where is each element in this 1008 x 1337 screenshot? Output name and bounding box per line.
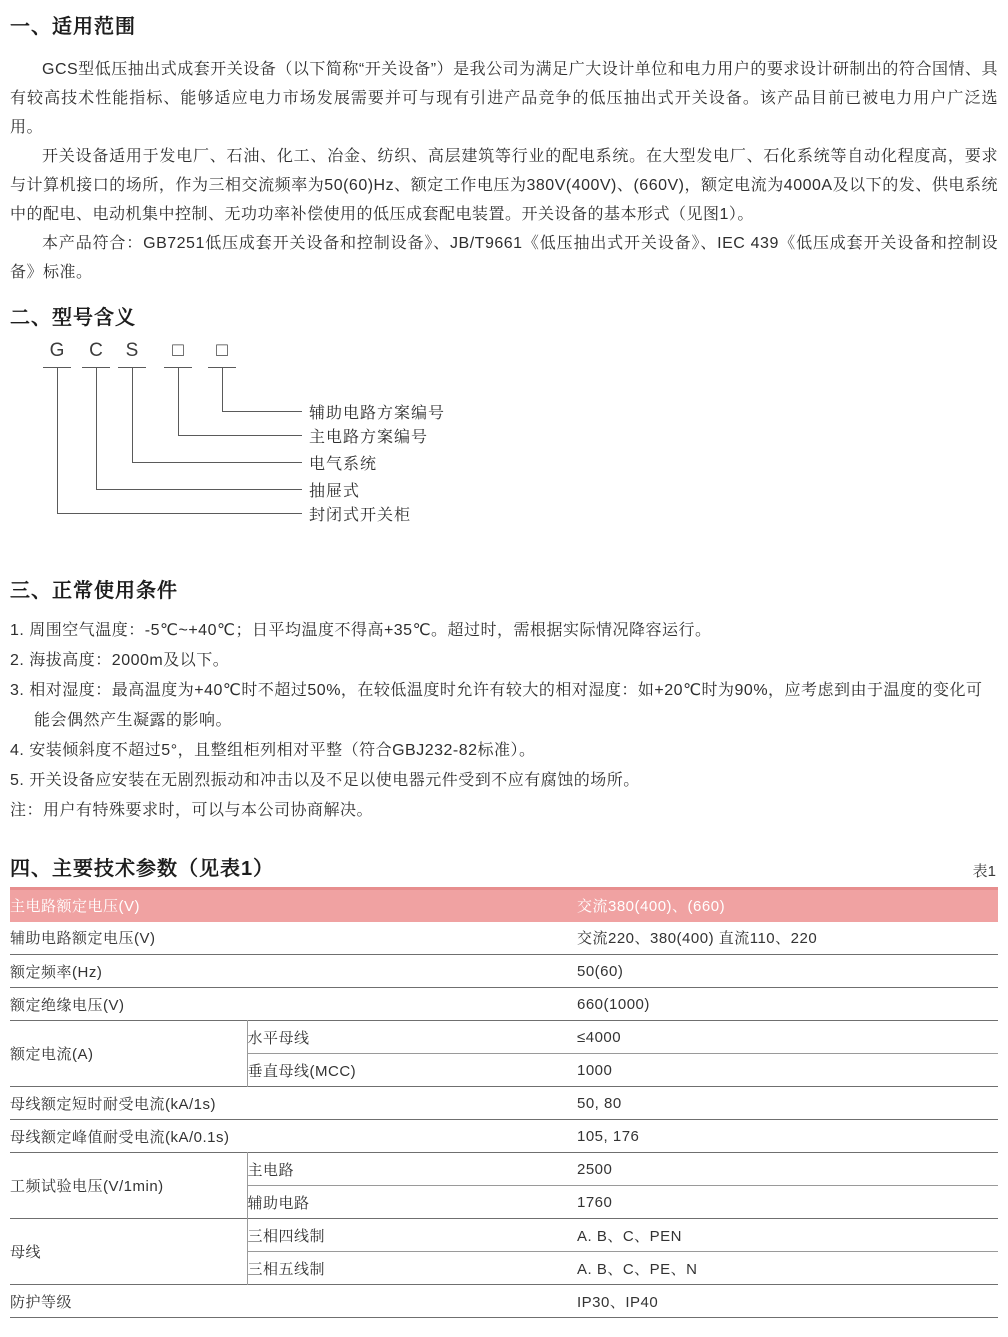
row-value: A. B、C、PE、N [577, 1252, 998, 1285]
table-row-test-voltage-main [10, 1153, 998, 1186]
connector-line [96, 489, 302, 490]
row-sub-label: 三相五线制 [247, 1252, 577, 1285]
section1-heading: 一、适用范围 [10, 16, 136, 38]
row-label: 母线额定峰值耐受电流(kA/0.1s) [10, 1120, 577, 1153]
condition-note: 注：用户有特殊要求时，可以与本公司协商解决。 [10, 802, 374, 819]
section4-heading: 四、主要技术参数（见表1） [10, 858, 275, 880]
model-label-electric-system: 电气系统 [309, 456, 378, 473]
model-label-enclosed-cabinet: 封闭式开关柜 [309, 507, 412, 524]
row-value: 1760 [577, 1186, 998, 1219]
table-row-short-time-current [10, 1087, 998, 1120]
connector-line [57, 367, 58, 513]
row-label: 主电路额定电压(V) [10, 889, 577, 922]
row-value: 2500 [577, 1153, 998, 1186]
row-label: 辅助电路额定电压(V) [10, 930, 156, 948]
row-label: 额定绝缘电压(V) [10, 988, 577, 1021]
row-value: IP30、IP40 [577, 1285, 998, 1318]
model-symbol-box2: □ [216, 340, 228, 361]
table-row-main-voltage [10, 889, 998, 922]
table-row-frequency [10, 955, 998, 988]
model-symbol-s: S [125, 340, 139, 361]
row-sub-label: 辅助电路 [247, 1186, 577, 1219]
row-sub-label: 水平母线 [247, 1021, 577, 1054]
model-symbol-c: C [89, 340, 103, 361]
model-symbol-g: G [49, 340, 65, 361]
table-row-protection-degree [10, 1285, 998, 1318]
row-label: 额定频率(Hz) [10, 955, 577, 988]
row-sub-label: 主电路 [247, 1153, 577, 1186]
condition-item-4: 4. 安装倾斜度不超过5°，且整组柜列相对平整（符合GBJ232-82标准）。 [10, 742, 536, 759]
condition-item-5: 5. 开关设备应安装在无剧烈振动和冲击以及不足以使电器元件受到不应有腐蚀的场所。 [10, 772, 640, 789]
section1-paragraph-3: 本产品符合：GB7251低压成套开关设备和控制设备》、JB/T9661《低压抽出式开关设备》、IEC 439《低压成套开关设备和控制设备》标准。 [10, 235, 998, 281]
section4-header-row [10, 852, 998, 881]
row-value: 660(1000) [577, 988, 998, 1021]
table-caption: 表1 [972, 863, 996, 880]
section1-paragraph-2: 开关设备适用于发电厂、石油、化工、冶金、纺织、高层建筑等行业的配电系统。在大型发电厂、石化系统等自动化程度高，要求与计算机接口的场所，作为三相交流频率为50(60)Hz、额定工作电压为380V(400V)、(660V)，额定电流为4000A及以下的发、供电系统中的配电、电动机集中控制、无功功率补偿使用的低压成套配电装置。开关设备的基本形式（见图1）。 [10, 148, 998, 223]
condition-item-2: 2. 海拔高度：2000m及以下。 [10, 652, 230, 669]
section3-heading: 三、正常使用条件 [10, 580, 178, 602]
model-code-diagram [10, 340, 998, 534]
connector-line [178, 367, 179, 435]
row-value: 50, 80 [577, 1087, 998, 1120]
section2-heading: 二、型号含义 [10, 307, 136, 329]
connector-line [96, 367, 97, 489]
connector-line [222, 411, 302, 412]
model-label-drawer-type: 抽屉式 [309, 483, 361, 500]
row-sub-label: 三相四线制 [247, 1219, 577, 1252]
condition-item-3: 3. 相对湿度：最高温度为+40℃时不超过50%，在较低温度时允许有较大的相对湿度：如+20℃时为90%，应考虑到由于温度的变化可能会偶然产生凝露的影响。 [10, 682, 983, 729]
row-value: A. B、C、PEN [577, 1219, 998, 1252]
table-row-rated-current-horizontal [10, 1021, 998, 1054]
row-value: 交流220、380(400) 直流110、220 [577, 930, 818, 948]
row-value: 105, 176 [577, 1120, 998, 1153]
row-value: 交流380(400)、(660) [577, 889, 998, 922]
model-symbol-box1: □ [172, 340, 184, 361]
parameters-table [10, 887, 998, 1318]
condition-item-1: 1. 周围空气温度：-5℃~+40℃；日平均温度不得高+35℃。超过时，需根据实际情况降容运行。 [10, 622, 712, 639]
row-label: 防护等级 [10, 1285, 577, 1318]
row-label: 母线额定短时耐受电流(kA/1s) [10, 1087, 577, 1120]
row-label: 工频试验电压(V/1min) [10, 1153, 247, 1219]
row-label: 母线 [10, 1219, 247, 1285]
conditions-list [10, 616, 998, 826]
connector-line [132, 367, 133, 462]
connector-line [57, 513, 302, 514]
connector-line [132, 462, 302, 463]
table-row-insulation-voltage [10, 988, 998, 1021]
model-label-aux-circuit: 辅助电路方案编号 [309, 405, 446, 422]
row-value: ≤4000 [577, 1021, 998, 1054]
connector-line [222, 367, 223, 411]
table-row-busbar-four-wire [10, 1219, 998, 1252]
table-row-aux-voltage [10, 922, 998, 955]
table-row-peak-current [10, 1120, 998, 1153]
connector-line [178, 435, 302, 436]
row-label: 额定电流(A) [10, 1021, 247, 1087]
row-sub-label: 垂直母线(MCC) [247, 1054, 577, 1087]
row-value: 1000 [577, 1054, 998, 1087]
model-label-main-circuit: 主电路方案编号 [309, 429, 429, 446]
section1-paragraph-1: GCS型低压抽出式成套开关设备（以下简称“开关设备”）是我公司为满足广大设计单位和电力用户的要求设计研制出的符合国情、具有较高技术性能指标、能够适应电力市场发展需要并可与现有引进产品竞争的低压抽出式开关设备。该产品目前已被电力用户广泛选用。 [10, 61, 998, 136]
row-value: 50(60) [577, 955, 998, 988]
